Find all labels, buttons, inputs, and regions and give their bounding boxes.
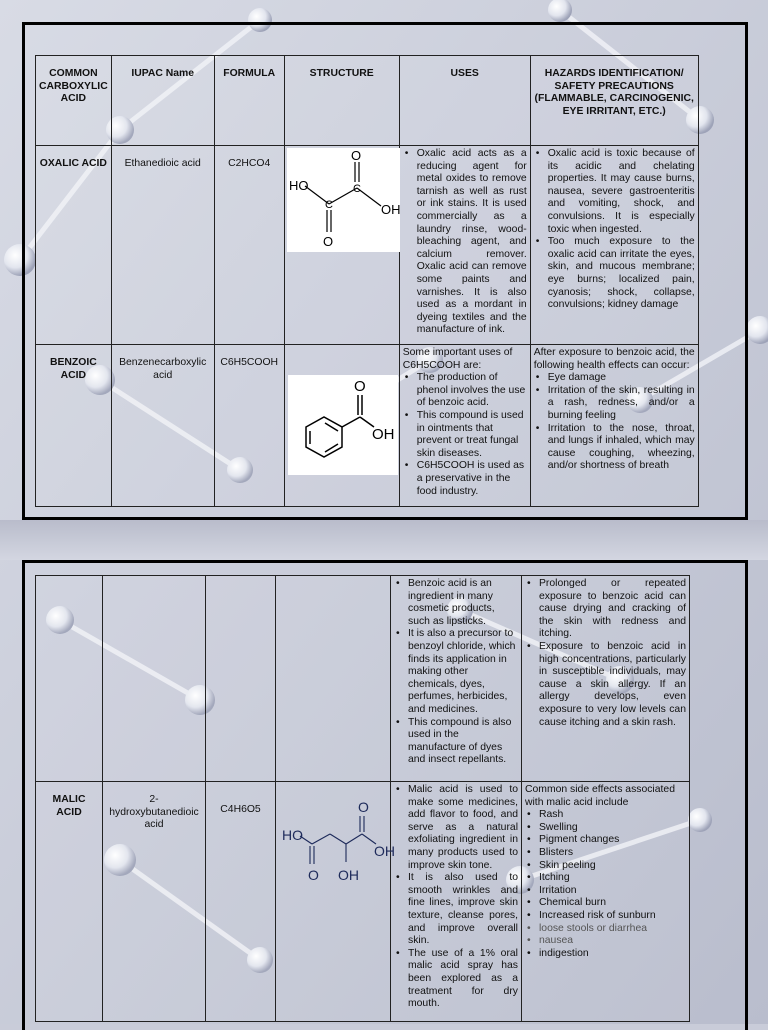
formula-benzoic: C6H5COOH	[214, 345, 284, 507]
list-item: • Pigment changes	[539, 834, 686, 847]
empty-cell	[103, 576, 206, 782]
acid-name-malic: MALIC ACID	[36, 782, 103, 1022]
iupac-malic: 2-hydroxybutanedioic acid	[103, 782, 206, 1022]
list-item: • C6H5COOH is used as a preservative in the food industry.	[417, 460, 527, 498]
malic-oh-bottom: OH	[338, 867, 359, 883]
list-item: • Eye damage	[548, 372, 695, 385]
iupac-benzoic: Benzenecarboxylic acid	[111, 345, 214, 507]
list-item: • The production of phenol involves the use of benzoic acid.	[417, 372, 527, 410]
list-item: • It is also a precursor to benzoyl chloride, which finds its application in making other chemicals, dyes, perfumes, herbicides, and medicines.	[408, 628, 518, 716]
oxalic-c2: C	[324, 199, 333, 211]
table-header-row	[36, 56, 699, 146]
empty-cell	[276, 576, 391, 782]
list-item: • Skin peeling	[539, 860, 686, 873]
list-item: • Increased risk of sunburn	[539, 910, 686, 923]
hazards-intro: After exposure to benzoic acid, the following health effects can occur:	[533, 347, 695, 371]
malic-oh-right: OH	[374, 843, 395, 859]
structure-benzoic-image	[288, 375, 398, 475]
document-page-2	[22, 560, 748, 1030]
oxalic-o-bottom: O	[322, 234, 333, 249]
list-item: • Prolonged or repeated exposure to benzoic acid can cause drying and cracking of the skin with redness and itching.	[539, 578, 686, 641]
list-item: • Exposure to benzoic acid in high concentrations, particularly in susceptible individuals, may cause a skin allergy. If an allergy develops, even exposure to very low levels can cause itching and a skin rash.	[539, 641, 686, 729]
list-item: • loose stools or diarrhea	[539, 923, 686, 936]
hazards-benzoic	[530, 345, 698, 507]
malic-o-top: O	[358, 799, 369, 815]
carboxylic-acid-table-continued	[35, 575, 690, 1022]
empty-cell	[206, 576, 276, 782]
uses-intro: Some important uses of C6H5COOH are:	[402, 347, 513, 371]
hazards-oxalic	[530, 146, 698, 345]
formula-malic: C4H6O5	[206, 782, 276, 1022]
malic-o-bottom: O	[308, 867, 319, 883]
oxalic-c1: C	[352, 183, 361, 195]
list-item: • Malic acid is used to make some medicines, add flavor to food, and serve as a natural exfoliating ingredient in many products used to improve skin tone.	[408, 784, 518, 872]
list-item: • Blisters	[539, 847, 686, 860]
page-gap	[0, 520, 768, 560]
structure-benzoic-cell	[284, 345, 399, 507]
hazards-malic	[522, 782, 690, 1022]
uses-oxalic	[399, 146, 530, 345]
list-item: • Irritation of the skin, resulting in a rash, redness, and/or a burning feeling	[548, 385, 695, 423]
list-item: • Irritation	[539, 885, 686, 898]
oxalic-ho: HO	[288, 178, 309, 193]
header-structure: STRUCTURE	[284, 56, 399, 146]
uses-benzoic-continued	[391, 576, 522, 782]
list-item: • nausea	[539, 935, 686, 948]
header-formula: FORMULA	[214, 56, 284, 146]
list-item: • Irritation to the nose, throat, and lungs if inhaled, which may cause coughing, wheezing, and/or shortness of breath	[548, 423, 695, 473]
list-item: • It is also used to smooth wrinkles and fine lines, improve skin texture, cleanse pores, and improve overall skin.	[408, 872, 518, 948]
hazards-benzoic-continued	[522, 576, 690, 782]
header-hazards: HAZARDS IDENTIFICATION/ SAFETY PRECAUTIONS (FLAMMABLE, CARCINOGENIC, EYE IRRITANT, ETC.)	[530, 56, 698, 146]
acid-name-oxalic: OXALIC ACID	[36, 146, 112, 345]
header-uses: USES	[399, 56, 530, 146]
list-item: • Benzoic acid is an ingredient in many cosmetic products, such as lipsticks.	[408, 578, 518, 628]
table-row-malic	[36, 782, 690, 1022]
table-row-benzoic	[36, 345, 699, 507]
header-common-acid: COMMON CARBOXYLIC ACID	[36, 56, 112, 146]
list-item: • Swelling	[539, 822, 686, 835]
table-row-benzoic-continued	[36, 576, 690, 782]
carboxylic-acid-table	[35, 55, 699, 507]
structure-malic-image	[280, 794, 395, 899]
structure-oxalic-cell	[284, 146, 399, 345]
formula-oxalic: C2HCO4	[214, 146, 284, 345]
list-item: • Itching	[539, 872, 686, 885]
malic-ho: HO	[282, 827, 303, 843]
benzoic-oh: OH	[371, 426, 395, 443]
list-item: • This compound is also used in the manufacture of dyes and insect repellants.	[408, 717, 518, 767]
iupac-oxalic: Ethanedioic acid	[111, 146, 214, 345]
header-iupac-name: IUPAC Name	[111, 56, 214, 146]
list-item: • indigestion	[539, 948, 686, 961]
oxalic-o-top: O	[350, 148, 361, 163]
uses-benzoic	[399, 345, 530, 507]
list-item: • Rash	[539, 809, 686, 822]
structure-oxalic-image	[287, 148, 400, 252]
uses-malic	[391, 782, 522, 1022]
acid-name-benzoic: BENZOIC ACID	[36, 345, 112, 507]
empty-cell	[36, 576, 103, 782]
list-item: • The use of a 1% oral malic acid spray has been explored as a treatment for dry mouth.	[408, 948, 518, 1011]
structure-malic-cell	[276, 782, 395, 1022]
table-row-oxalic	[36, 146, 699, 345]
list-item: • Oxalic acid acts as a reducing agent for metal oxides to remove tarnish as well as rust or ink stains. It is used commercially as a laundry rinse, wood-bleaching agent, and calcium remover. Oxalic acid can remove some paints and varnishes. It is also used as a mordant in dyeing textiles and the manufacture of ink.	[417, 148, 527, 337]
benzoic-o: O	[353, 378, 366, 395]
list-item: • Chemical burn	[539, 897, 686, 910]
list-item: • Oxalic acid is toxic because of its acidic and chelating properties. It may cause burns, nausea, severe gastroenteritis and vomiting, shock, and convulsions. It is especially toxic when ingested.	[548, 148, 695, 236]
document-page-1	[22, 22, 748, 520]
hazards-intro: Common side effects associated with malic acid include	[525, 784, 675, 808]
oxalic-oh: OH	[380, 202, 401, 217]
list-item: • This compound is used in ointments that prevent or treat fungal skin diseases.	[417, 410, 527, 460]
list-item: • Too much exposure to the oxalic acid can irritate the eyes, skin, and mucous membrane; eye burns; localized pain, cyanosis; shock, collapse, convulsions; kidney damage	[548, 236, 695, 312]
